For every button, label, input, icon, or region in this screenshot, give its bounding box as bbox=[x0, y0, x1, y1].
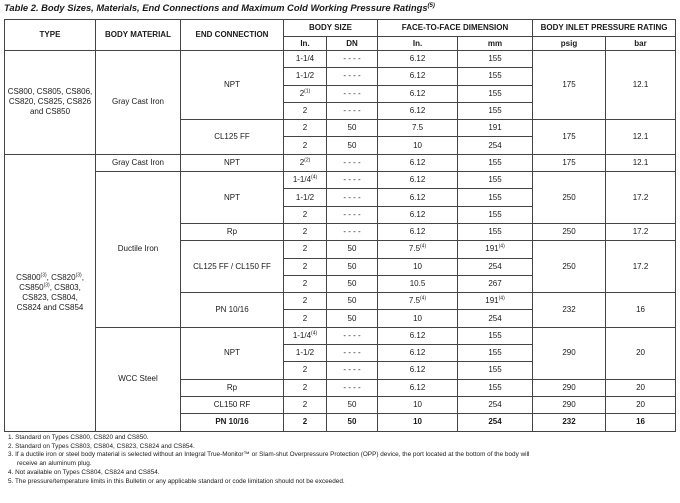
end-connection-cell: NPT bbox=[181, 154, 284, 171]
psig-cell: 175 bbox=[533, 120, 606, 155]
face-to-face-in-cell: 6.12 bbox=[378, 102, 458, 119]
body-size-dn-cell: - - - - bbox=[327, 379, 378, 396]
header-material: BODY MATERIAL bbox=[96, 20, 181, 51]
header-bar: bar bbox=[606, 37, 676, 51]
body-size-dn-cell: 50 bbox=[327, 293, 378, 310]
face-to-face-in-cell: 6.12 bbox=[378, 85, 458, 102]
bar-cell: 12.1 bbox=[606, 120, 676, 155]
footnote: 1. Standard on Types CS800, CS820 and CS850. bbox=[8, 434, 149, 441]
end-connection-cell: PN 10/16 bbox=[181, 414, 284, 431]
face-to-face-mm-cell: 254 bbox=[458, 137, 533, 154]
body-size-in-cell: 2$^{(1)}$ bbox=[284, 85, 327, 102]
header-f2f: FACE-TO-FACE DIMENSION bbox=[378, 20, 533, 37]
face-to-face-mm-cell: 155 bbox=[458, 172, 533, 189]
body-size-dn-cell: 50 bbox=[327, 396, 378, 413]
face-to-face-mm-cell: 155 bbox=[458, 189, 533, 206]
face-to-face-mm-cell: 155 bbox=[458, 51, 533, 68]
body-size-dn-cell: 50 bbox=[327, 275, 378, 292]
face-to-face-mm-cell: 254 bbox=[458, 310, 533, 327]
body-size-dn-cell: 50 bbox=[327, 137, 378, 154]
end-connection-cell: Rp bbox=[181, 379, 284, 396]
body-size-in-cell: 1-1/2 bbox=[284, 68, 327, 85]
body-size-dn-cell: 50 bbox=[327, 414, 378, 431]
face-to-face-in-cell: 6.12 bbox=[378, 172, 458, 189]
body-size-in-cell: 2 bbox=[284, 293, 327, 310]
body-size-dn-cell: - - - - bbox=[327, 189, 378, 206]
header-dn: DN bbox=[327, 37, 378, 51]
types-cell: CS800, CS805, CS806, CS820, CS825, CS826 and CS850 bbox=[5, 51, 96, 155]
body-size-in-cell: 2 bbox=[284, 379, 327, 396]
types-cell: CS800$^{(3)}$, CS820$^{(3)}$, CS850$^{(3)}$, CS803, CS823, CS804, CS824 and CS854 bbox=[5, 154, 96, 431]
body-size-dn-cell: 50 bbox=[327, 258, 378, 275]
end-connection-cell: NPT bbox=[181, 327, 284, 379]
face-to-face-in-cell: 6.12 bbox=[378, 362, 458, 379]
body-size-in-cell: 2$^{(2)}$ bbox=[284, 154, 327, 171]
body-size-dn-cell: - - - - bbox=[327, 51, 378, 68]
face-to-face-mm-cell: 155 bbox=[458, 379, 533, 396]
body-size-dn-cell: - - - - bbox=[327, 223, 378, 240]
body-size-dn-cell: 50 bbox=[327, 120, 378, 137]
bar-cell: 16 bbox=[606, 293, 676, 328]
face-to-face-in-cell: 7.5$^{(4)}$ bbox=[378, 293, 458, 310]
face-to-face-in-cell: 10 bbox=[378, 137, 458, 154]
face-to-face-mm-cell: 155 bbox=[458, 206, 533, 223]
body-size-dn-cell: - - - - bbox=[327, 345, 378, 362]
body-size-in-cell: 1-1/4 bbox=[284, 51, 327, 68]
header-type: TYPE bbox=[5, 20, 96, 51]
body-size-in-cell: 2 bbox=[284, 120, 327, 137]
header-end: END CONNECTION bbox=[181, 20, 284, 51]
bar-cell: 17.2 bbox=[606, 241, 676, 293]
end-connection-cell: CL125 FF / CL150 FF bbox=[181, 241, 284, 293]
face-to-face-mm-cell: 155 bbox=[458, 85, 533, 102]
body-size-dn-cell: - - - - bbox=[327, 327, 378, 344]
face-to-face-in-cell: 10 bbox=[378, 310, 458, 327]
face-to-face-mm-cell: 155 bbox=[458, 327, 533, 344]
body-size-in-cell: 2 bbox=[284, 258, 327, 275]
face-to-face-in-cell: 6.12 bbox=[378, 327, 458, 344]
face-to-face-in-cell: 10 bbox=[378, 258, 458, 275]
material-cell: Gray Cast Iron bbox=[96, 51, 181, 155]
header-pressure: BODY INLET PRESSURE RATING bbox=[533, 20, 676, 37]
bar-cell: 12.1 bbox=[606, 51, 676, 120]
psig-cell: 250 bbox=[533, 223, 606, 240]
footnote: 4. Not available on Types CS804, CS824 and CS854. bbox=[8, 468, 160, 476]
bar-cell: 20 bbox=[606, 327, 676, 379]
body-size-dn-cell: - - - - bbox=[327, 85, 378, 102]
body-size-dn-cell: - - - - bbox=[327, 362, 378, 379]
body-size-in-cell: 2 bbox=[284, 310, 327, 327]
end-connection-cell: NPT bbox=[181, 51, 284, 120]
face-to-face-in-cell: 7.5 bbox=[378, 120, 458, 137]
body-size-in-cell: 2 bbox=[284, 362, 327, 379]
psig-cell: 175 bbox=[533, 154, 606, 171]
body-size-in-cell: 2 bbox=[284, 241, 327, 258]
body-size-dn-cell: - - - - bbox=[327, 68, 378, 85]
body-size-in-cell: 2 bbox=[284, 396, 327, 413]
face-to-face-mm-cell: 267 bbox=[458, 275, 533, 292]
face-to-face-mm-cell: 191$^{(4)}$ bbox=[458, 293, 533, 310]
body-size-in-cell: 1-1/2 bbox=[284, 345, 327, 362]
footnote: 2. Standard on Types CS803, CS804, CS823, CS824 and CS854. bbox=[8, 442, 195, 450]
face-to-face-in-cell: 6.12 bbox=[378, 206, 458, 223]
face-to-face-in-cell: 10.5 bbox=[378, 275, 458, 292]
face-to-face-mm-cell: 155 bbox=[458, 154, 533, 171]
table-row bbox=[5, 154, 676, 171]
end-connection-cell: CL125 FF bbox=[181, 120, 284, 155]
bar-cell: 12.1 bbox=[606, 154, 676, 171]
face-to-face-in-cell: 6.12 bbox=[378, 189, 458, 206]
psig-cell: 232 bbox=[533, 414, 606, 431]
face-to-face-in-cell: 7.5$^{(4)}$ bbox=[378, 241, 458, 258]
face-to-face-in-cell: 6.12 bbox=[378, 345, 458, 362]
spec-table bbox=[4, 19, 676, 432]
psig-cell: 250 bbox=[533, 241, 606, 293]
body-size-in-cell: 2 bbox=[284, 275, 327, 292]
bar-cell: 17.2 bbox=[606, 172, 676, 224]
body-size-dn-cell: - - - - bbox=[327, 102, 378, 119]
face-to-face-in-cell: 6.12 bbox=[378, 51, 458, 68]
end-connection-cell: CL150 RF bbox=[181, 396, 284, 413]
face-to-face-in-cell: 10 bbox=[378, 396, 458, 413]
psig-cell: 290 bbox=[533, 327, 606, 379]
body-size-dn-cell: - - - - bbox=[327, 172, 378, 189]
face-to-face-mm-cell: 254 bbox=[458, 414, 533, 431]
material-cell: Ductile Iron bbox=[96, 172, 181, 328]
header-psig: psig bbox=[533, 37, 606, 51]
footnote: receive an aluminum plug. bbox=[17, 460, 92, 468]
face-to-face-mm-cell: 155 bbox=[458, 68, 533, 85]
body-size-dn-cell: - - - - bbox=[327, 206, 378, 223]
face-to-face-mm-cell: 191$^{(4)}$ bbox=[458, 241, 533, 258]
face-to-face-in-cell: 10 bbox=[378, 414, 458, 431]
body-size-in-cell: 1-1/4$^{(4)}$ bbox=[284, 327, 327, 344]
face-to-face-mm-cell: 155 bbox=[458, 102, 533, 119]
body-size-in-cell: 1-1/4$^{(4)}$ bbox=[284, 172, 327, 189]
end-connection-cell: PN 10/16 bbox=[181, 293, 284, 328]
header-mm: mm bbox=[458, 37, 533, 51]
header-in: In. bbox=[284, 37, 327, 51]
footnotes bbox=[8, 434, 668, 486]
footnote: 5. The pressure/temperature limits in this Bulletin or any applicable standard or code limitation should not be exceeded. bbox=[8, 477, 345, 485]
material-cell: WCC Steel bbox=[96, 327, 181, 431]
face-to-face-mm-cell: 155 bbox=[458, 223, 533, 240]
table-row bbox=[5, 172, 676, 189]
bar-cell: 20 bbox=[606, 396, 676, 413]
end-connection-cell: Rp bbox=[181, 223, 284, 240]
face-to-face-mm-cell: 191 bbox=[458, 120, 533, 137]
psig-cell: 232 bbox=[533, 293, 606, 328]
body-size-dn-cell: - - - - bbox=[327, 154, 378, 171]
header-f2f-in: In. bbox=[378, 37, 458, 51]
body-size-in-cell: 2 bbox=[284, 223, 327, 240]
body-size-dn-cell: 50 bbox=[327, 310, 378, 327]
body-size-dn-cell: 50 bbox=[327, 241, 378, 258]
body-size-in-cell: 2 bbox=[284, 137, 327, 154]
body-size-in-cell: 2 bbox=[284, 414, 327, 431]
header-size: BODY SIZE bbox=[284, 20, 378, 37]
psig-cell: 290 bbox=[533, 379, 606, 396]
body-size-in-cell: 2 bbox=[284, 102, 327, 119]
psig-cell: 290 bbox=[533, 396, 606, 413]
table-row bbox=[5, 51, 676, 68]
face-to-face-mm-cell: 254 bbox=[458, 396, 533, 413]
face-to-face-in-cell: 6.12 bbox=[378, 154, 458, 171]
table-row bbox=[5, 327, 676, 344]
bar-cell: 17.2 bbox=[606, 223, 676, 240]
body-size-in-cell: 1-1/2 bbox=[284, 189, 327, 206]
table-title: Table 2. Body Sizes, Materials, End Connections and Maximum Cold Working Pressure Ratings$^{(5)}$ bbox=[4, 2, 435, 13]
bar-cell: 16 bbox=[606, 414, 676, 431]
psig-cell: 250 bbox=[533, 172, 606, 224]
end-connection-cell: NPT bbox=[181, 172, 284, 224]
face-to-face-mm-cell: 254 bbox=[458, 258, 533, 275]
psig-cell: 175 bbox=[533, 51, 606, 120]
face-to-face-mm-cell: 155 bbox=[458, 345, 533, 362]
face-to-face-in-cell: 6.12 bbox=[378, 379, 458, 396]
material-cell: Gray Cast Iron bbox=[96, 154, 181, 171]
footnote: 3. If a ductile iron or steel body material is selected without an Integral True-Monitor™ or Slam-shut Overpressure Protection (OPP) device, the port located at the bottom of the body will bbox=[8, 451, 530, 459]
bar-cell: 20 bbox=[606, 379, 676, 396]
face-to-face-mm-cell: 155 bbox=[458, 362, 533, 379]
body-size-in-cell: 2 bbox=[284, 206, 327, 223]
face-to-face-in-cell: 6.12 bbox=[378, 68, 458, 85]
face-to-face-in-cell: 6.12 bbox=[378, 223, 458, 240]
